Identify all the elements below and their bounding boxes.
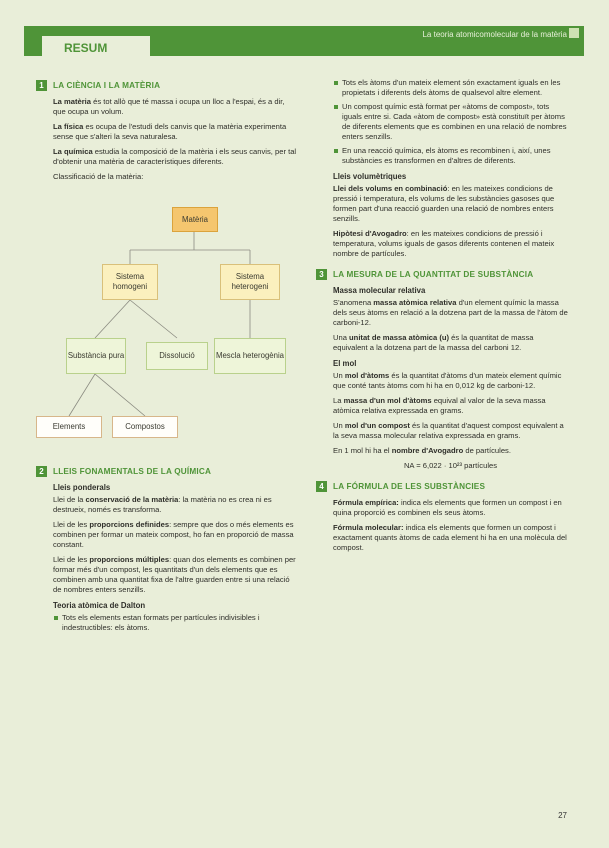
paragraph: Llei de les proporcions definides: sempre que dos o més elements es combinen per formar un mateix compost, ho fan en proporció de massa constant. [53, 520, 294, 549]
section-number-badge: 1 [36, 80, 47, 91]
paragraph: La massa d'un mol d'àtoms equival al valor de la seva massa atòmica relativa expressada en grams. [333, 396, 546, 415]
section-heading: LA MESURA DE LA QUANTITAT DE SUBSTÀNCIA [333, 270, 534, 279]
section-heading: LLEIS FONAMENTALS DE LA QUÍMICA [53, 467, 212, 476]
section-heading: LA CIÈNCIA I LA MATÈRIA [53, 81, 161, 90]
resum-tab: RESUM [42, 36, 150, 58]
subheading: Lleis ponderals [53, 483, 111, 492]
node-compostos: Compostos [112, 416, 178, 438]
paragraph: Un mol d'àtoms és la quantitat d'àtoms d'un mateix element químic que conté tants àtoms com hi ha en 0,012 kg de carboni-12. [333, 371, 562, 390]
section-number-badge: 4 [316, 481, 327, 492]
list-item: Un compost químic està format per «àtoms de compost», tots iguals entre si. Cada «àtom de compost» està constituït per àtoms de diferents elements que es combinen en una relació de nombres enters senzills. [333, 102, 568, 142]
paragraph: En 1 mol hi ha el nombre d'Avogadro de partícules. [333, 446, 511, 455]
paragraph: La matèria és tot allò que té massa i ocupa un lloc a l'espai, és a dir, que ocupa un volum. [53, 97, 285, 116]
node-mescla-heterogenia: Mescla heterogènia [214, 338, 286, 374]
avogadro-formula: NA = 6,022 · 10²³ partícules [403, 461, 498, 470]
page-number: 27 [558, 811, 567, 820]
dalton-list-continued [333, 78, 568, 166]
list-item: Tots els elements estan formats per partícules indivisibles i indestructibles: els àtoms. [53, 613, 298, 633]
paragraph: Fórmula empírica: indica els elements que formen un compost i en quina proporció es combinen els seus àtoms. [333, 498, 562, 517]
left-column [36, 80, 298, 187]
paragraph: La física es ocupa de l'estudi dels canvis que la matèria experimenta sense que s'alteri la seva naturalesa. [53, 122, 287, 141]
paragraph: Classificació de la matèria: [53, 172, 144, 181]
section-number-badge: 3 [316, 269, 327, 280]
subheading: Lleis volumètriques [333, 172, 407, 181]
left-column-lower [36, 466, 298, 637]
paragraph: Llei de les proporcions múltiples: quan dos elements es combinen per formar més d'un compost, les quantitats d'un dels elements que es combinen amb una quantitat fixa de l'altre guarden entre si una relació de nombres enters senzills. [53, 555, 296, 594]
matter-classification-diagram [36, 204, 298, 444]
paragraph: Un mol d'un compost és la quantitat d'aquest compost equivalent a la seva massa molecular relativa expressada en grams. [333, 421, 564, 440]
paragraph: S'anomena massa atòmica relativa d'un element químic la massa dels seus àtoms en relació a la dotzena part de la massa de l'àtom de carboni-12. [333, 298, 568, 327]
paragraph: Una unitat de massa atòmica (u) és la quantitat de massa equivalent a la dotzena part de la massa del carboni 12. [333, 333, 534, 352]
paragraph: Fórmula molecular: indica els elements que formen un compost i exactament quants àtoms de cada element hi ha en una molècula del compost. [333, 523, 567, 552]
node-materia: Matèria [172, 207, 218, 232]
section-2-title [36, 466, 298, 477]
dalton-list [53, 613, 298, 633]
node-sistema-heterogeni: Sistema heterogeni [220, 264, 280, 300]
node-sistema-homogeni: Sistema homogeni [102, 264, 158, 300]
subheading: Teoria atòmica de Dalton [53, 601, 146, 610]
subheading: El mol [333, 359, 357, 368]
paragraph: Llei de la conservació de la matèria: la matèria no es crea ni es destrueix, només es transforma. [53, 495, 272, 514]
diagram-connectors [36, 204, 298, 444]
node-dissolucio: Dissolució [146, 342, 208, 370]
list-item: Tots els àtoms d'un mateix element són exactament iguals en les propietats i diferents dels àtoms de qualsevol altre element. [333, 78, 568, 98]
section-3-title [316, 269, 568, 280]
paragraph: La química estudia la composició de la matèria i els seus canvis, per tal d'obtenir una matèria de característiques diferents. [53, 147, 297, 166]
header-square-icon [569, 28, 579, 38]
node-elements: Elements [36, 416, 102, 438]
paragraph: Llei dels volums en combinació: en les mateixes condicions de pressió i temperatura, els volums de les substàncies gasoses que formen part d'una reacció guarden una relació de nombres enters senzills. [333, 184, 555, 223]
subheading: Massa molecular relativa [333, 286, 426, 295]
right-column [316, 78, 568, 558]
paragraph: Hipòtesi d'Avogadro: en les mateixes condicions de pressió i temperatura, volums iguals de gasos diferents contenen el mateix nombre de partícules. [333, 229, 555, 258]
section-number-badge: 2 [36, 466, 47, 477]
header-running-title: La teoria atomicomolecular de la matèria [422, 30, 567, 39]
section-4-title [316, 481, 568, 492]
list-item: En una reacció química, els àtoms es recombinen i, així, unes substàncies es transformen en d'altres de diferents. [333, 146, 568, 166]
section-1-title [36, 80, 298, 91]
node-substancia-pura: Substància pura [66, 338, 126, 374]
section-heading: LA FÓRMULA DE LES SUBSTÀNCIES [333, 482, 486, 491]
